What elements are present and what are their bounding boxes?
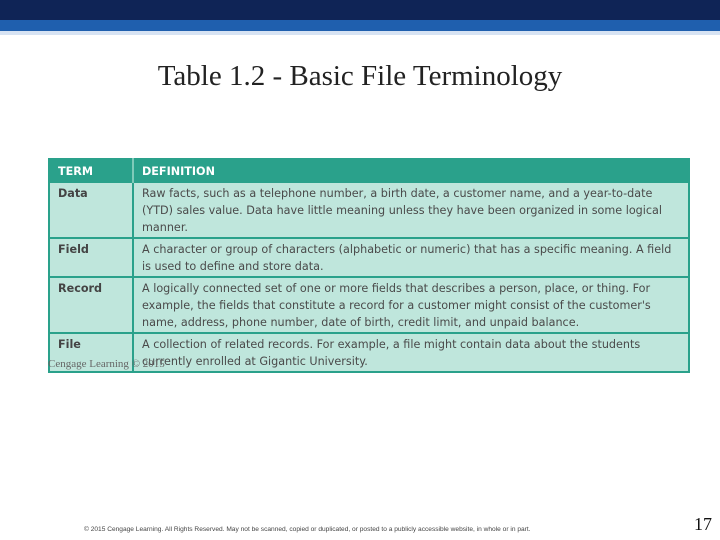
copyright-footer: © 2015 Cengage Learning. All Rights Reserved. May not be scanned, copied or duplicated, or posted to a publicly accessible website, in whole or in part.: [84, 526, 531, 533]
top-banner-light: [0, 31, 720, 35]
definition-cell: A collection of related records. For example, a file might contain data about the students currently enrolled at Gigantic University.: [133, 333, 689, 372]
column-header-definition: DEFINITION: [133, 159, 689, 182]
terminology-table: [48, 158, 690, 373]
definition-cell: A character or group of characters (alphabetic or numeric) that has a specific meaning. A field is used to define and store data.: [133, 238, 689, 277]
terminology-table-container: [48, 158, 690, 373]
definition-cell: Raw facts, such as a telephone number, a birth date, a customer name, and a year-to-date (YTD) sales value. Data have little meaning unless they have been organized in some logical manner.: [133, 182, 689, 238]
column-header-term: TERM: [49, 159, 133, 182]
definition-cell: A logically connected set of one or more fields that describes a person, place, or thing. For example, the fields that constitute a record for a customer might consist of the customer's name, address, phone number, date of birth, credit limit, and unpaid balance.: [133, 277, 689, 333]
top-banner-dark: [0, 0, 720, 20]
table-row: [49, 277, 689, 333]
term-cell: Record: [49, 277, 133, 333]
slide-title: Table 1.2 - Basic File Terminology: [157, 60, 563, 92]
top-banner-blue: [0, 20, 720, 31]
page-number: 17: [694, 514, 712, 534]
table-header-row: [49, 159, 689, 182]
term-cell: File: [49, 333, 133, 372]
table-row: [49, 238, 689, 277]
table-row: [49, 182, 689, 238]
term-cell: Field: [49, 238, 133, 277]
term-cell: Data: [49, 182, 133, 238]
table-source-caption: Cengage Learning © 2015: [48, 358, 165, 370]
